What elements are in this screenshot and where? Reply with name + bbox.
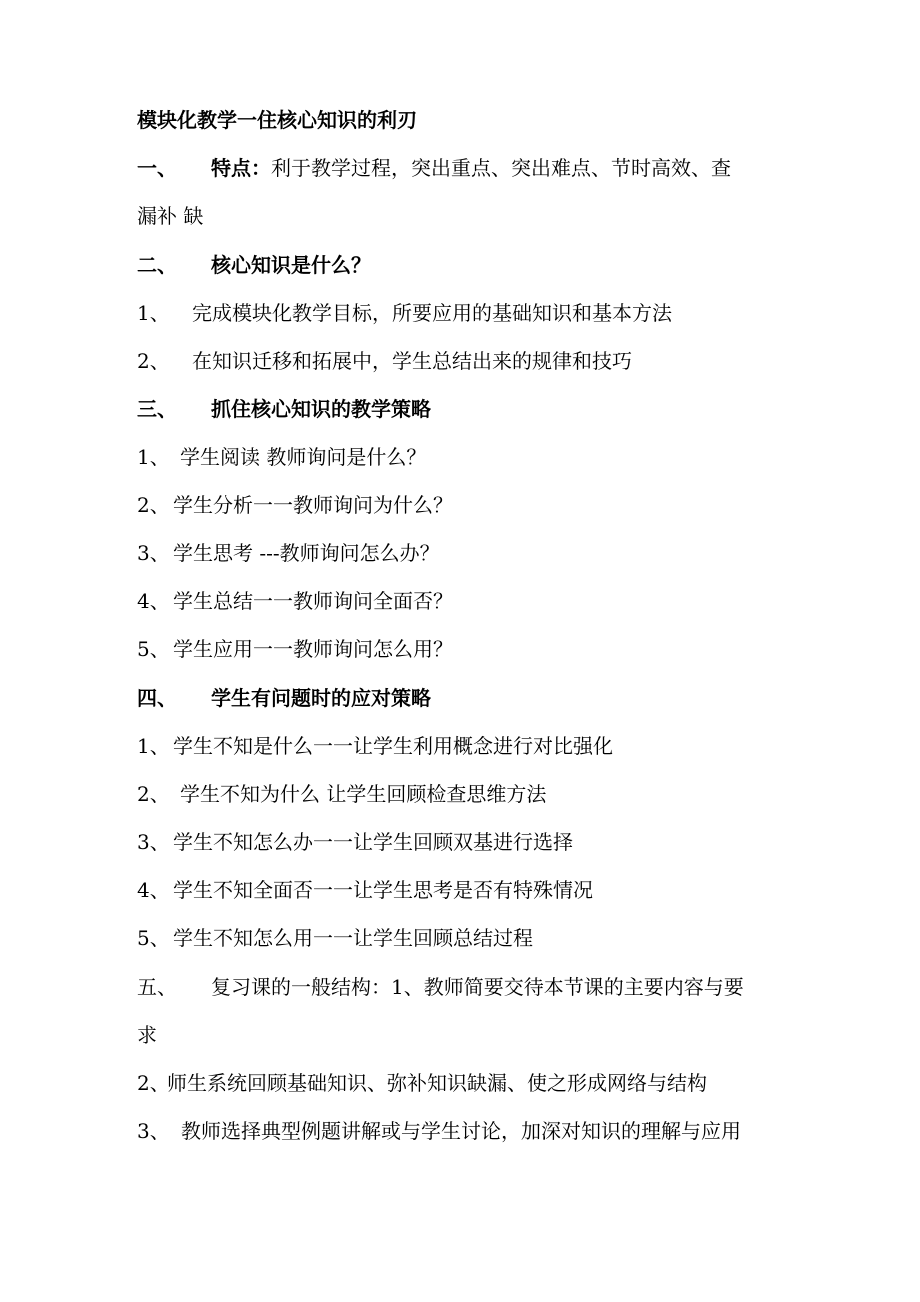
section-number: 五、	[137, 975, 177, 999]
item-number: 2、	[137, 782, 170, 806]
item-text: 学生总结一一教师询问全面否？	[173, 589, 453, 613]
section-heading-text: 学生有问题时的应对策略	[211, 686, 431, 710]
list-item	[137, 347, 632, 375]
item-number: 1、	[137, 301, 170, 325]
section-heading-text: 抓住核心知识的教学策略	[211, 397, 431, 421]
item-number: 5、	[137, 637, 170, 661]
list-item	[137, 491, 453, 519]
item-text: 学生阅读 教师询问是什么？	[180, 445, 427, 469]
item-text: 师生系统回顾基础知识、弥补知识缺漏、使之形成网络与结构	[167, 1071, 707, 1095]
list-item	[137, 299, 672, 327]
item-text: 教师选择典型例题讲解或与学生讨论，加深对知识的理解与应用	[181, 1119, 741, 1143]
section-3-heading	[137, 395, 431, 423]
list-item	[137, 443, 426, 471]
section-heading-text: 核心知识是什么？	[211, 253, 371, 277]
section-5-continuation: 求	[137, 1023, 157, 1047]
item-number: 1、	[137, 734, 170, 758]
item-number: 1、	[137, 445, 170, 469]
list-item	[137, 1117, 741, 1145]
item-text: 学生分析一一教师询问为什么？	[173, 493, 453, 517]
item-text: 学生不知是什么一一让学生利用概念进行对比强化	[173, 734, 613, 758]
item-number: 2、	[137, 1071, 170, 1095]
list-item	[137, 732, 613, 760]
section-number: 一、	[137, 156, 177, 180]
list-item	[137, 587, 453, 615]
item-number: 5、	[137, 926, 170, 950]
section-label: 特点：	[211, 156, 271, 180]
section-5-heading	[137, 973, 744, 1001]
item-number: 4、	[137, 589, 170, 613]
section-4-heading	[137, 684, 431, 712]
item-number: 4、	[137, 878, 170, 902]
document-title: 模块化教学一住核心知识的利刃	[137, 108, 417, 132]
list-item	[137, 539, 440, 567]
item-text: 学生应用一一教师询问怎么用？	[173, 637, 453, 661]
section-number: 三、	[137, 397, 177, 421]
section-text: 复习课的一般结构：1、教师简要交待本节课的主要内容与要	[211, 975, 744, 999]
list-item	[137, 828, 573, 856]
item-text: 学生思考 ---教师询问怎么办？	[173, 541, 440, 565]
item-number: 2、	[137, 493, 170, 517]
item-number: 2、	[137, 349, 170, 373]
list-item	[137, 780, 546, 808]
item-text: 在知识迁移和拓展中，学生总结出来的规律和技巧	[192, 349, 632, 373]
section-number: 四、	[137, 686, 177, 710]
section-2-heading	[137, 251, 371, 279]
item-text: 学生不知全面否一一让学生思考是否有特殊情况	[173, 878, 593, 902]
item-number: 3、	[137, 541, 170, 565]
list-item	[137, 924, 533, 952]
item-text: 学生不知怎么用一一让学生回顾总结过程	[173, 926, 533, 950]
list-item	[137, 635, 453, 663]
section-1-heading	[137, 154, 731, 182]
item-text: 完成模块化教学目标，所要应用的基础知识和基本方法	[192, 301, 672, 325]
item-number: 3、	[137, 1119, 170, 1143]
item-text: 学生不知怎么办一一让学生回顾双基进行选择	[173, 830, 573, 854]
list-item	[137, 1069, 707, 1097]
section-text: 利于教学过程，突出重点、突出难点、节时高效、查	[271, 156, 731, 180]
section-number: 二、	[137, 253, 177, 277]
section-1-continuation: 漏补 缺	[137, 204, 204, 228]
list-item	[137, 876, 593, 904]
item-number: 3、	[137, 830, 170, 854]
item-text: 学生不知为什么 让学生回顾检查思维方法	[180, 782, 547, 806]
